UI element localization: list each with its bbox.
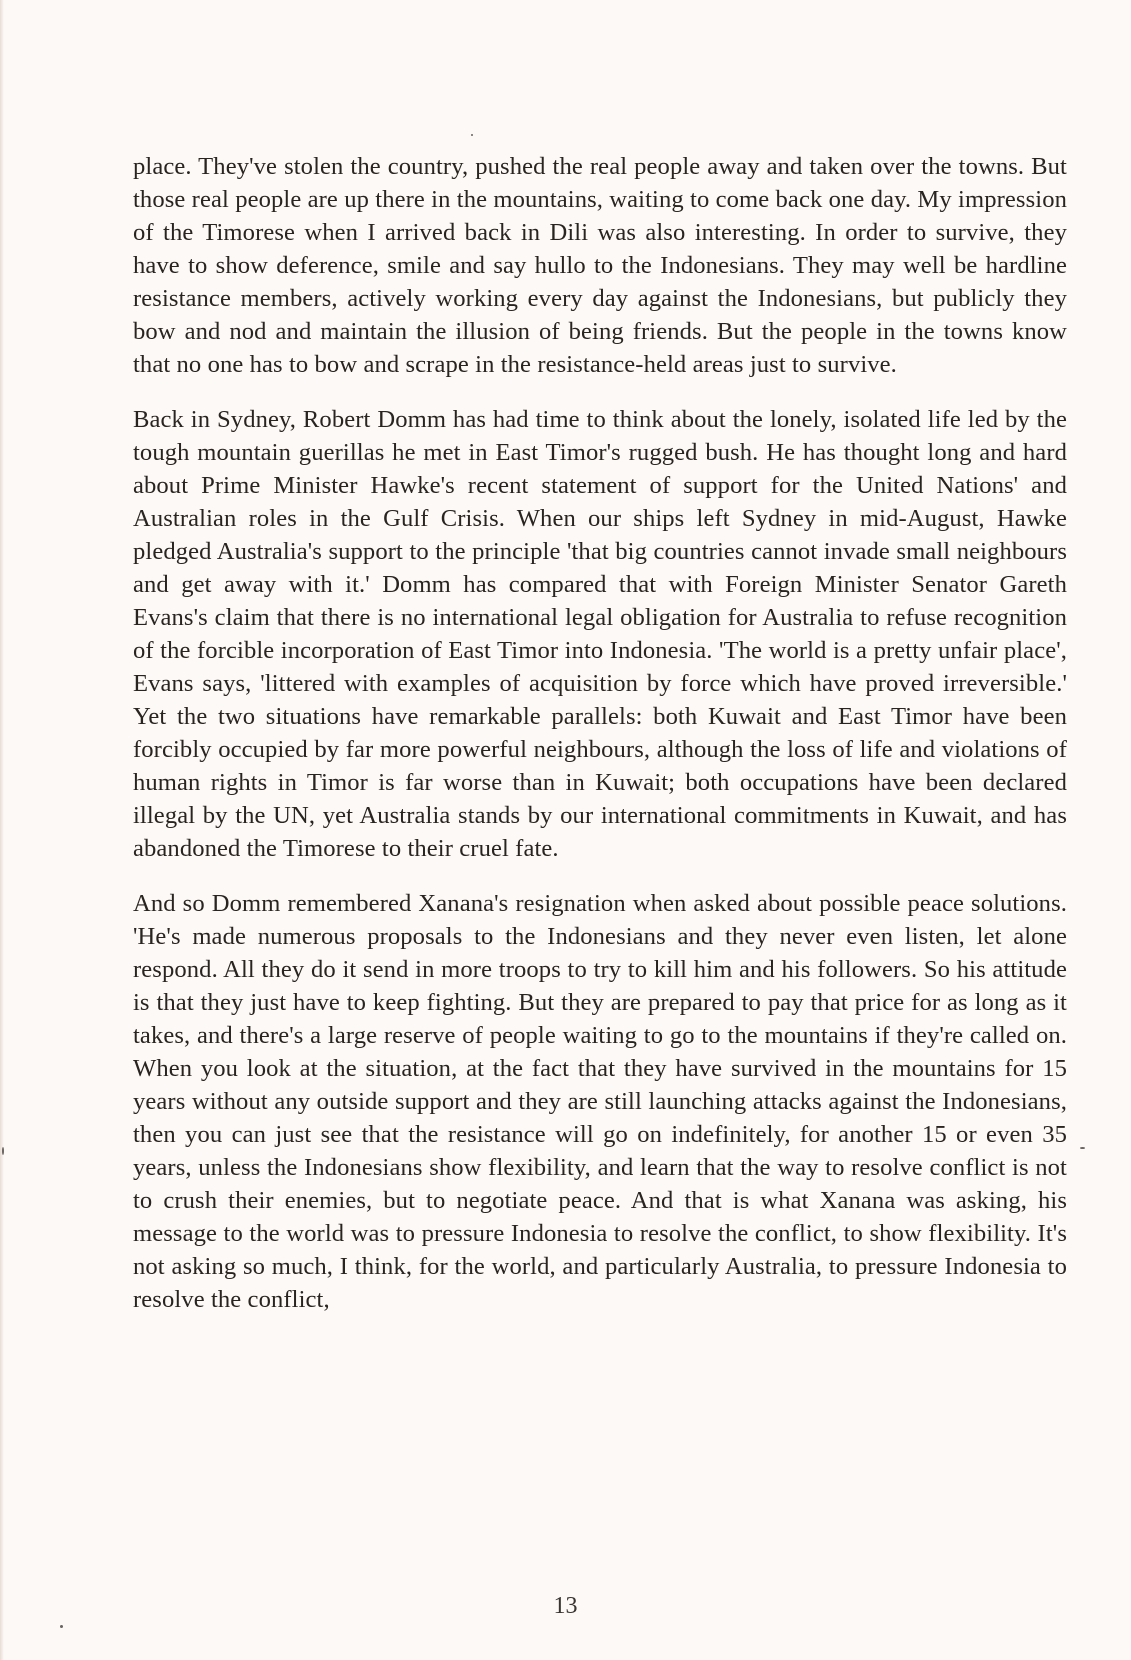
scan-speck — [1080, 1147, 1085, 1149]
body-text — [133, 150, 1067, 1338]
scan-speck — [471, 134, 473, 136]
scan-speck — [2, 1147, 4, 1155]
paragraph-3: And so Domm remembered Xanana's resignation when asked about possible peace solutions. 'He's made numerous proposals to the Indonesians and they never even listen, let alone respond. All they do it send in more troops to try to kill him and his followers. So his attitude is that they just have to keep fighting. But they are prepared to pay that price for as long as it takes, and there's a large reserve of people waiting to go to the mountains if they're called on. When you look at the situation, at the fact that they have survived in the mountains for 15 years without any outside support and they are still launching attacks against the Indonesians, then you can just see that the resistance will go on indefinitely, for another 15 or even 35 years, unless the Indonesians show flexibility, and learn that the way to resolve conflict is not to crush their enemies, but to negotiate peace. And that is what Xanana was asking, his message to the world was to pressure Indonesia to resolve the conflict, to show flexibility. It's not asking so much, I think, for the world, and particularly Australia, to pressure Indonesia to resolve the conflict, — [133, 890, 1067, 1313]
paragraph-1: place. They've stolen the country, pushed the real people away and taken over the towns. But those real people are up there in the mountains, waiting to come back one day. My impression of the Timorese when I arrived back in Dili was also interesting. In order to survive, they have to show deference, smile and say hullo to the Indonesians. They may well be hardline resistance members, actively working every day against the Indonesians, but publicly they bow and nod and maintain the illusion of being friends. But the people in the towns know that no one has to bow and scrape in the resistance-held areas just to survive. — [133, 153, 1067, 378]
page-number: 13 — [553, 1593, 578, 1619]
page-edge-shadow — [0, 0, 4, 1660]
paragraph-2: Back in Sydney, Robert Domm has had time to think about the lonely, isolated life led by the tough mountain guerillas he met in East Timor's rugged bush. He has thought long and hard about Prime Minister Hawke's recent statement of support for the United Nations' and Australian roles in the Gulf Crisis. When our ships left Sydney in mid-August, Hawke pledged Australia's support to the principle 'that big countries cannot invade small neighbours and get away with it.' Domm has compared that with Foreign Minister Senator Gareth Evans's claim that there is no international legal obligation for Australia to refuse recognition of the forcible incorporation of East Timor into Indonesia. 'The world is a pretty unfair place', Evans says, 'littered with examples of acquisition by force which have proved irreversible.' Yet the two situations have remarkable parallels: both Kuwait and East Timor have been forcibly occupied by far more powerful neighbours, although the loss of life and violations of human rights in Timor is far worse than in Kuwait; both occupations have been declared illegal by the UN, yet Australia stands by our international commitments in Kuwait, and has abandoned the Timorese to their cruel fate. — [133, 406, 1067, 862]
scan-speck — [60, 1625, 63, 1628]
